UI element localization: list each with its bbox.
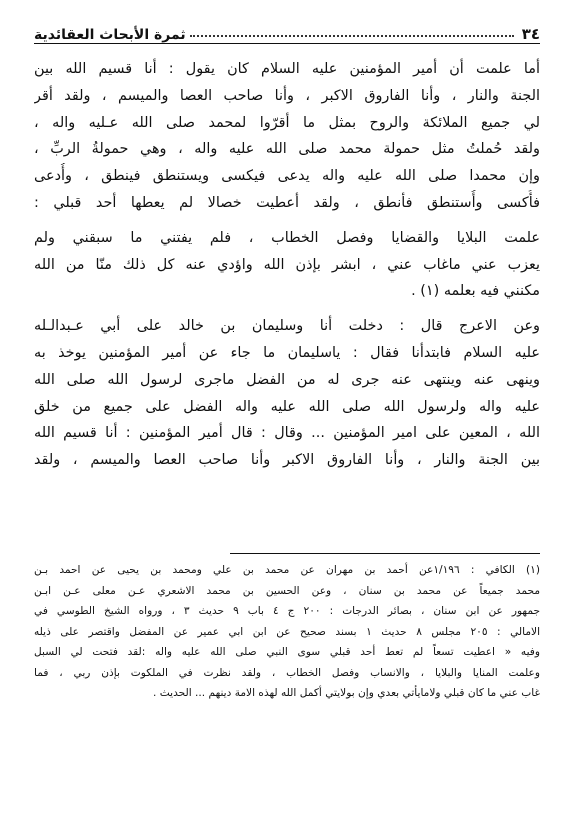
footnote-line: (١) الكافي : ١/١٩٦عن أحمد بن مهران عن محمد بن علي ومحمد بن يحيى عن احمد بـن [34, 564, 540, 576]
footnote-line: وعلمت المنايا والبلايا ، والانساب وفصل الخطاب ، ولقد نظرت في الملكوت بإذن ربي ، فما [34, 666, 540, 679]
text-line: وإن محمدا صلى الله عليه واله يدعى فيكسى ويستنطق فينطق ، وأُدعى [34, 168, 540, 185]
text-line: الله ، المعين على امير المؤمنين ... وقال : قال أمير المؤمنين : أنا قسيم الله [34, 425, 540, 442]
footnote-line: جمهور عن ابن سنان ، بصائر الدرجات : ٢٠٠ ج ٤ باب ٩ حديث ٣ ، ورواه الشيخ الطوسي في [34, 605, 540, 617]
footnote-line: وفيه « اعطيت تسعاً لم تعط أحد قبلي سوى النبي صلى الله عليه واله :لقد فتحت لي السبل [34, 646, 540, 658]
running-title: ثمرة الأبحاث العقائدية [34, 27, 186, 43]
text-line: أما علمت أن أمير المؤمنين عليه السلام كان يقول : أنا قسيم الله بين [34, 61, 540, 77]
paragraph [34, 225, 540, 305]
footnote-line: غاب عني ما كان قبلي ولامايأتي بعدي وإن بولايتي أكمل الله لهذه الامة دينهم ... الحديث . [153, 687, 540, 699]
paragraph [34, 56, 540, 217]
text-line: عليه السلام فابتدأنا فقال : ياسليمان ما جاء عن أمير المؤمنين يوخذ به [34, 344, 540, 361]
footnote-line: محمد جميعاً عن محمد بن سنان ، وعن الحسين بن محمد الاشعري عـن معلى عـن ابـن [34, 584, 540, 597]
text-line: علمت البلايا والقضايا وفصل الخطاب ، فلم يفتني ما سبقني ولم [34, 229, 540, 246]
text-line: عليه واله ولرسول الله صلى الله عليه واله الفضل على جميع من خلق [34, 398, 540, 415]
text-line: بين الجنة والنار ، وأنا الفاروق الاكبر وأنا صاحب العصا والميسم ، ولقد [34, 452, 540, 469]
header-dotted-leader [190, 35, 514, 37]
text-line: وينهى عنه وينتهى عنه جرى له من الفضل ماجرى لرسول الله صلى الله [34, 371, 540, 388]
text-line: وعن الاعرج قال : دخلت أنا وسليمان بن خالد على أبي عـبدالـله [34, 318, 540, 335]
text-line: مكنني فيه بعلمه (١) . [411, 283, 540, 300]
page-header [34, 17, 540, 44]
footnote-line: الامالي : ٢٠٥ مجلس ٨ حديث ١ بسند صحيح عن ابن ابي عمير عن المفضل واقتصر على ذيله [34, 625, 540, 638]
footnotes [34, 560, 540, 704]
footnote-separator [230, 553, 540, 554]
text-line: فأُكسى وأُستنطق فأنطق ، ولقد أعطيت خصالا لم يعطها أحد قبلي : [34, 194, 540, 211]
text-line: ولقد حُملتُ مثل حمولة محمد صلى الله عليه واله ، وهي حمولةُ الربِّ ، [34, 141, 540, 158]
text-line: الجنة والنار ، وأنا الفاروق الاكبر ، وأنا صاحب العصا والميسم ، ولقد أقر [34, 87, 540, 104]
text-line: يعزب عني ماغاب عني ، ابشر بإذن الله واؤدي عنه كل ذلك منّا من الله [34, 256, 540, 273]
page-number: ٣٤ [521, 25, 540, 43]
paragraph [34, 313, 540, 474]
text-line: لي جميع الملائكة والروح بمثل ما أقرّوا لمحمد صلى الله عـليه واله ، [34, 114, 540, 131]
main-text [34, 56, 540, 474]
